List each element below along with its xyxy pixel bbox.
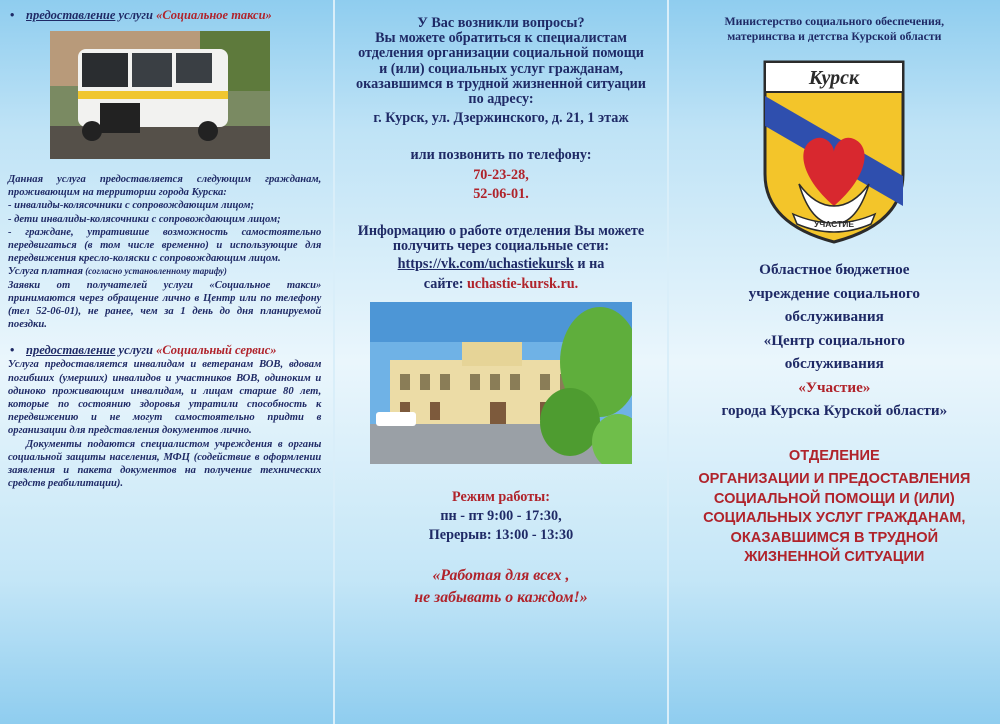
ministry-title: Министерство социального обеспечения, материнства и детства Курской области [724,14,945,43]
center-building-photo [370,302,632,464]
service-social-heading: • предоставление услуги «Социальный сервис» [10,343,277,358]
address: г. Курск, ул. Дзержинского, д. 21, 1 этаж [373,110,629,127]
vk-link[interactable]: https://vk.com/uchastiekursk [397,256,574,273]
social-taxi-photo [50,31,270,159]
department-name: ОТДЕЛЕНИЕ ОРГАНИЗАЦИИ И ПРЕДОСТАВЛЕНИЯ СОЦИАЛЬНОЙ ПОМОЩИ И (ИЛИ) СОЦИАЛЬНЫХ УСЛУГ ГРАЖДАНАМ, ОКАЗАВШИМСЯ В ТРУДНОЙ ЖИЗНЕННОЙ СИТУАЦИИ [698,447,971,566]
service-taxi-text: Данная услуга предоставляется следующим гражданам, проживающим на территории города Курска: - инвалиды-колясочники с сопровождающим лицом; - дети инвалиды-колясочники с сопровождающим лицом; - граждане, утратившие возможность самостоятельно передвигаться (в том числе временно) и использующие для передвижения кресло-коляски с сопровождающим лицом. Услуга платная (согласно установленному тарифу) Заявки от получателей услуги «Социальное такси» принимаются через обращение лично в Центр или по телефону (тел 52-06-01), не ранее, чем за 1 день до дня планируемой поездки. [8,174,322,331]
panel-contacts: У Вас возникли вопросы? Вы можете обратиться к специалистам отделения организации социальной помощи и (или) социальных услуг гражданам, оказавшимся в трудной жизненной ситуации по адресу: г. Курск, ул. Дзержинского, д. 21, 1 этаж или позвонить по телефону: 70-23-28, 52-06-01. Информацию о работе отделения Вы можете получить через социальные сети: https://vk.com/uchastiekursk и на сайте: uchastie-kursk.ru. Режим работы: пн - пт 9:00 - 17:30, Перерыв: 13:00 - 13:30 «Работая для всех , не забывать о каждом!» [333,0,666,724]
panel-services [0,0,333,724]
bullet-icon: • [10,343,15,358]
questions-heading: У Вас возникли вопросы? [417,15,585,31]
phone-1: 70-23-28, [473,166,529,183]
website-link[interactable]: uchastie-kursk.ru. [467,275,579,292]
service-taxi-heading: • предоставление услуги «Социальное такси» [10,8,272,22]
phone-2: 52-06-01. [473,185,529,202]
motto-line-1: «Работая для всех , [432,567,570,585]
organization-name: Областное бюджетное учреждение социального обслуживания «Центр социального обслуживания «Участие» города Курска Курской области» [721,261,948,419]
motto-line-2: не забывать о каждом!» [414,589,588,607]
panel-cover [667,0,1000,724]
crest-ribbon-text: УЧАСТИЕ [814,219,855,229]
service-social-text: Услуга предоставляется инвалидам и ветеранам ВОВ, вдовам погибших (умерших) инвалидов и участников ВОВ, одиноким и одиноко проживающим инвалидам, и лицам старше 80 лет, которые по состоянию здоровья утратили способность к передвижению и не могут самостоятельно придти в организации для представления документов лично. Документы подаются специалистом учреждения в органы социальной защиты населения, МФЦ (содействие в оформлении заявления и пакета документов на получение технических средств реабилитации). [8,359,322,490]
schedule-title: Режим работы: [451,488,550,505]
organization-crest [759,56,909,246]
bullet-icon: • [10,8,15,22]
crest-city-name: Курск [809,67,860,89]
